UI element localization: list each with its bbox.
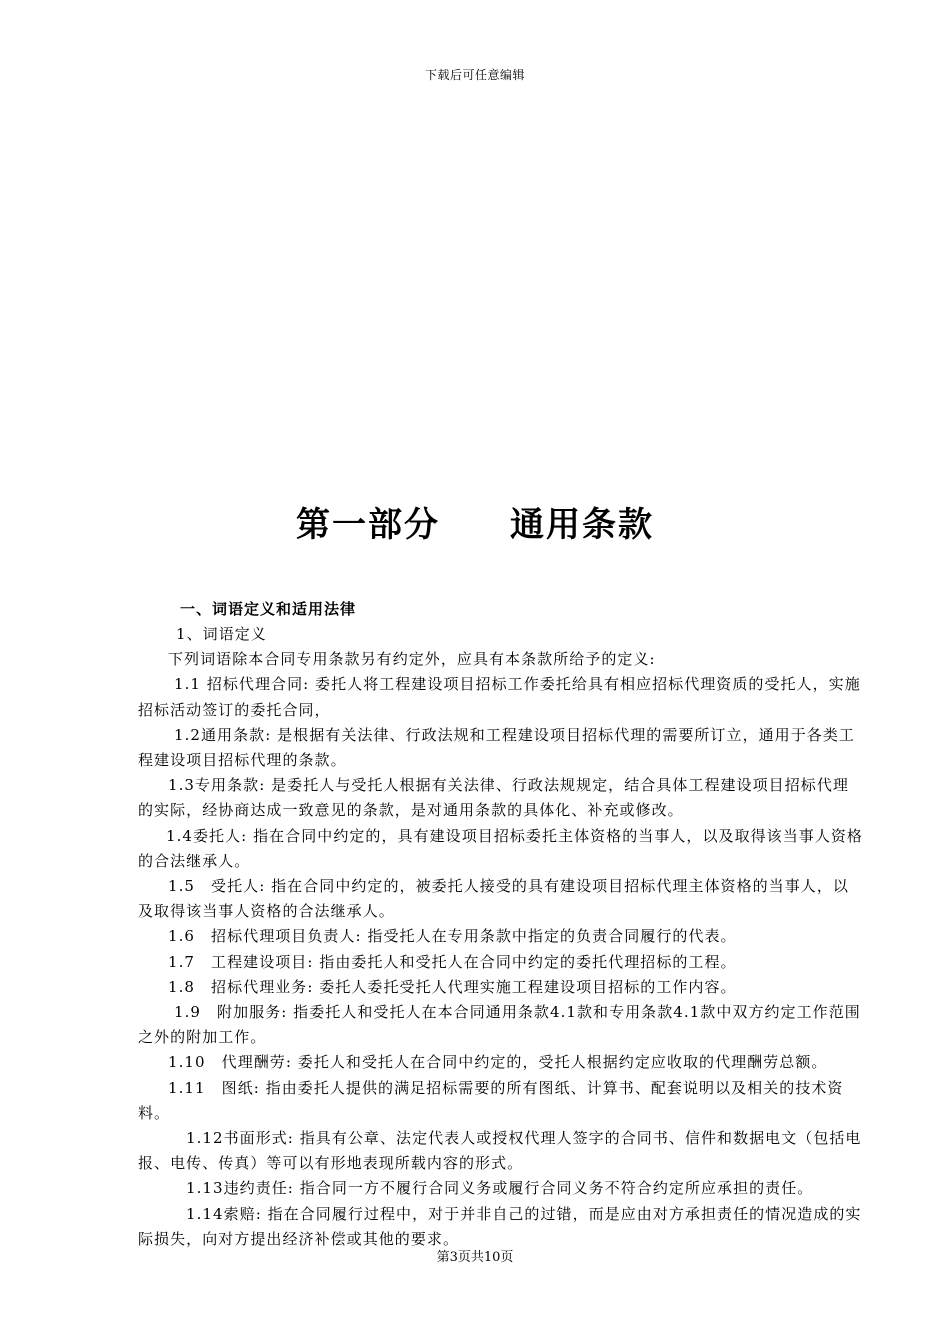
section-heading: 一、词语定义和适用法律 [180, 600, 357, 618]
clause-paragraph: 1.2通用条款: 是根据有关法律、行政法规和工程建设项目招标代理的需要所订立，通用于各类工程建设项目招标代理的条款。 [138, 725, 855, 770]
clause-paragraph: 1.8 招标代理业务: 委托人委托受托人代理实施工程建设项目招标的工作内容。 [168, 977, 737, 996]
clause-paragraph: 1.12书面形式: 指具有公章、法定代表人或授权代理人签字的合同书、信件和数据电文（包括电报、电传、传真）等可以有形地表现所载内容的形式。 [138, 1129, 862, 1173]
clause-paragraph: 1.3专用条款: 是委托人与受托人根据有关法律、行政法规规定，结合具体工程建设项目招标代理的实际，经协商达成一致意见的条款，是对通用条款的具体化、补充或修改。 [138, 776, 849, 820]
clause-paragraph: 1.6 招标代理项目负责人: 指受托人在专用条款中指定的负责合同履行的代表。 [168, 927, 737, 946]
clause-paragraph: 1.9 附加服务: 指委托人和受托人在本合同通用条款4.1款和专用条款4.1款中双方约定工作范围之外的附加工作。 [138, 1003, 861, 1047]
page-footer: 第3页共10页 [436, 1250, 514, 1265]
part-title-name: 通用条款 [510, 505, 654, 545]
intro-paragraph: 下列词语除本合同专用条款另有约定外，应具有本条款所给予的定义: [168, 650, 656, 669]
clause-paragraph: 1.10 代理酬劳: 委托人和受托人在合同中约定的，受托人根据约定应收取的代理酬劳总额。 [168, 1053, 828, 1072]
part-title [0, 497, 950, 546]
clause-paragraph: 1.14索赔: 指在合同履行过程中，对于并非自己的过错，而是应由对方承担责任的情况造成的实际损失，向对方提出经济补偿或其他的要求。 [138, 1204, 862, 1248]
clause-paragraph: 1.5 受托人: 指在合同中约定的，被委托人接受的具有建设项目招标代理主体资格的当事人，以及取得该当事人资格的合法继承人。 [138, 877, 849, 921]
clause-paragraph: 1.1 招标代理合同: 委托人将工程建设项目招标工作委托给具有相应招标代理资质的受托人，实施招标活动签订的委托合同， [138, 675, 861, 719]
clause-paragraph: 1.13违约责任: 指合同一方不履行合同义务或履行合同义务不符合约定所应承担的责任。 [186, 1179, 814, 1198]
definitions-body [138, 622, 863, 1252]
subheading: 1、词语定义 [176, 625, 267, 643]
part-title-number: 第一部分 [296, 505, 440, 545]
clause-paragraph: 1.7 工程建设项目: 指由委托人和受托人在合同中约定的委托代理招标的工程。 [168, 952, 737, 971]
clause-paragraph: 1.11 图纸: 指由委托人提供的满足招标需要的所有图纸、计算书、配套说明以及相关的技术资料。 [138, 1078, 844, 1122]
clause-paragraph: 1.4委托人: 指在合同中约定的，具有建设项目招标委托主体资格的当事人，以及取得该当事人资格的合法继承人。 [138, 826, 863, 870]
page-header: 下载后可任意编辑 [424, 68, 525, 82]
